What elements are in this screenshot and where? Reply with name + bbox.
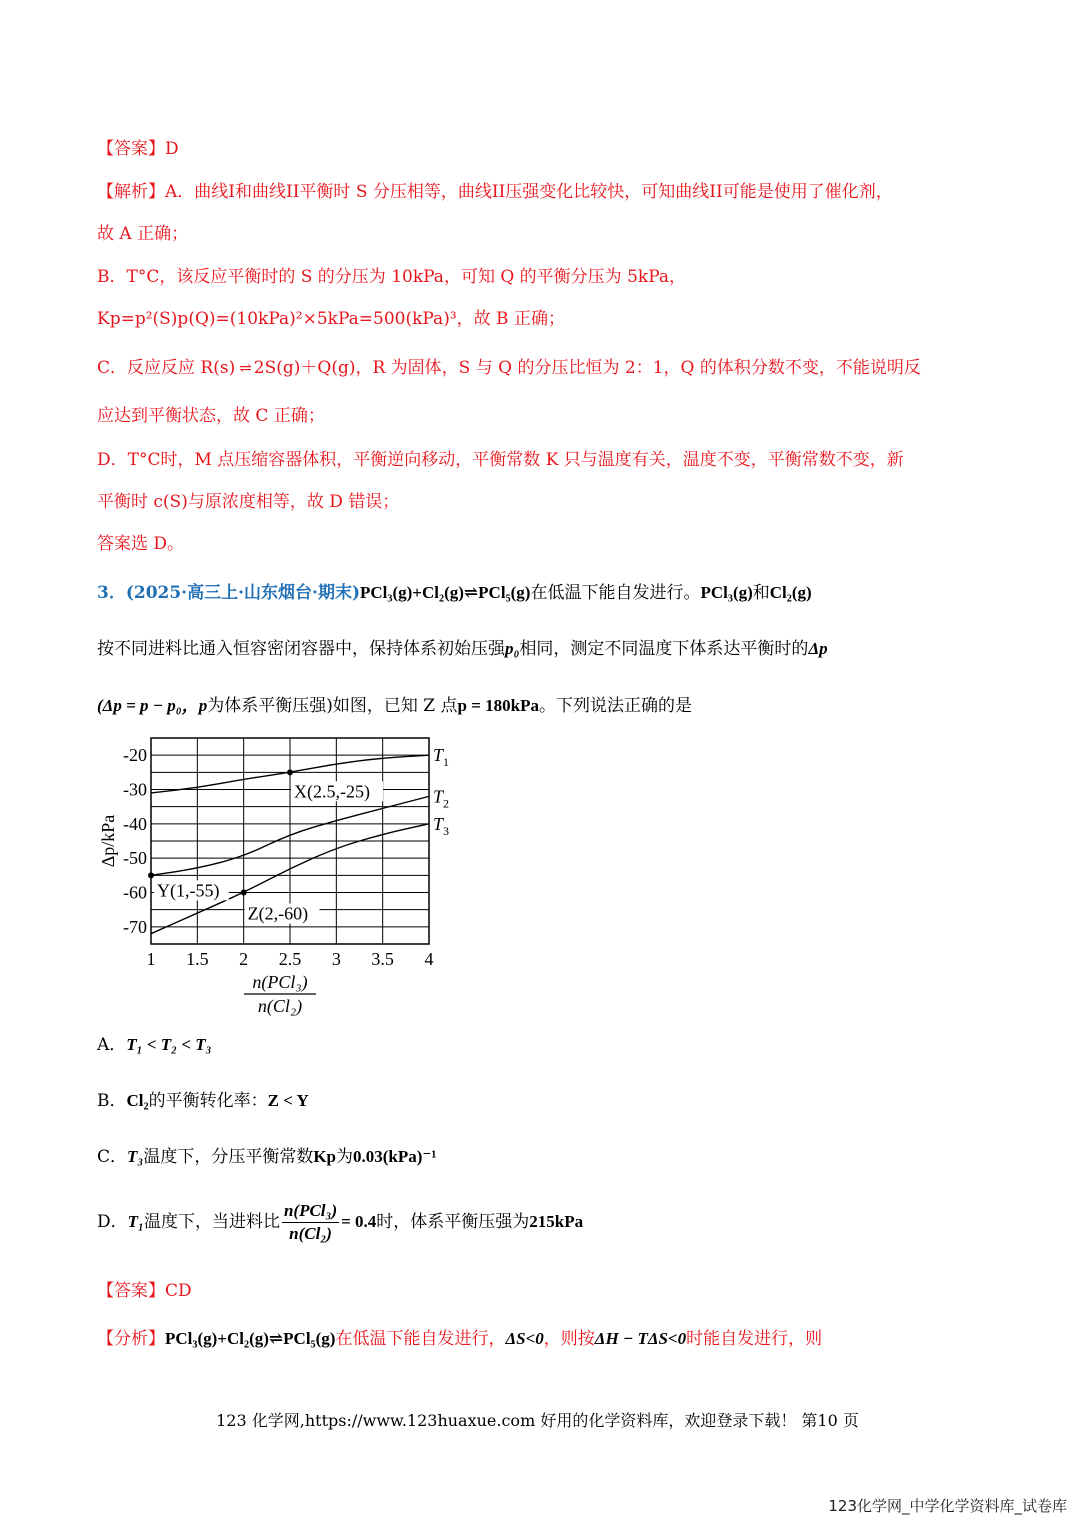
analysis3-ds: ΔS<0	[505, 1329, 544, 1348]
option-c-text2: 为	[336, 1147, 354, 1167]
watermark: 123化学网_中学化学资料库_试卷库	[828, 1497, 1067, 1515]
y-tick-label: -50	[123, 848, 147, 869]
analysis-line-b1: B．T°C，该反应平衡时的 S 的分压为 10kPa，可知 Q 的平衡分压为 5kPa，	[97, 267, 687, 287]
y-tick-label: -60	[123, 882, 147, 903]
equilibrium-arrow-icon: ⇌	[239, 359, 250, 377]
analysis3-reaction: PCl₃(g)+Cl₂(g)⇌PCl₅(g)	[165, 1329, 336, 1348]
option-a-label: A．	[97, 1035, 127, 1055]
x-tick-label: 1.5	[186, 949, 209, 969]
x-tick-label: 1	[146, 949, 156, 969]
question3-text1: 在低温下能自发进行。	[530, 583, 701, 603]
y-tick-label: -40	[123, 813, 147, 834]
question3-line1	[97, 581, 812, 605]
analysis3-line	[97, 1327, 822, 1351]
series-label-t1: $T_1$	[433, 745, 450, 770]
analysis3-text3: 时能自发进行，则	[686, 1329, 823, 1349]
analysis-line-c2: 应达到平衡状态，故 C 正确；	[97, 406, 325, 426]
answer-label: 【答案】	[97, 139, 165, 159]
x-tick-label: 2.5	[278, 949, 302, 969]
data-point	[148, 872, 154, 878]
y-tick-label: -70	[123, 916, 147, 937]
analysis3-text1: 在低温下能自发进行，	[335, 1329, 506, 1349]
data-point-label: Z(2,-60)	[247, 903, 309, 924]
data-point-label: Y(1,-55)	[157, 880, 220, 901]
option-d-t: T₁	[127, 1212, 144, 1231]
series-label-t3: $T_3$	[433, 813, 450, 838]
question3-end: 。下列说法正确的是	[538, 696, 692, 716]
option-c-text1: 温度下，分压平衡常数	[143, 1147, 314, 1167]
option-b	[97, 1089, 309, 1113]
analysis-line-a1	[97, 180, 893, 204]
answer-value: D	[165, 139, 179, 159]
option-b-cl2: Cl₂	[126, 1091, 149, 1110]
option-c-t: T₃	[127, 1147, 144, 1166]
question3-p: p	[198, 696, 208, 715]
analysis3-cond: ΔH − TΔS<0	[594, 1329, 687, 1348]
question3-p0: p₀	[505, 639, 520, 658]
analysis3-text2: ，则按	[543, 1329, 595, 1349]
option-a	[97, 1033, 212, 1057]
option-c-label: C．	[97, 1147, 128, 1167]
analysis-c1b-text: 2S(g)＋Q(g)，R 为固体，S 与 Q 的分压比恒为 2：1，Q 的体积分数不变，不能说明反	[253, 358, 921, 378]
analysis-label: 【解析】	[97, 182, 165, 202]
option-d-text2: 时，体系平衡压强为	[376, 1212, 530, 1232]
data-point-label: X(2.5,-25)	[294, 781, 370, 802]
option-d	[97, 1198, 583, 1246]
option-d-numerator: n(PCl₃)	[282, 1200, 339, 1223]
question3-def: (Δp = p − p₀，	[97, 696, 199, 715]
option-d-val: 215kPa	[529, 1212, 584, 1231]
option-c-kp: Kp	[313, 1147, 337, 1166]
pressure-chart	[96, 736, 456, 1016]
analysis-line-a2: 故 A 正确；	[97, 224, 189, 244]
question3-reactant2: Cl₂(g)	[769, 583, 812, 602]
answer3-line	[97, 1279, 192, 1303]
option-d-denominator: n(Cl₂)	[289, 1224, 332, 1243]
analysis-line-d2: 平衡时 c(S)与原浓度相等，故 D 错误；	[97, 492, 400, 512]
analysis3-label: 【分析】	[97, 1329, 165, 1349]
analysis-a1-text: A．曲线I和曲线II平衡时 S 分压相等，曲线II压强变化比较快，可知曲线II可能是使用了催化剂，	[165, 182, 893, 202]
option-c	[97, 1145, 437, 1169]
series-label-t2: $T_2$	[433, 786, 450, 811]
y-tick-label: -20	[123, 745, 147, 766]
option-b-label: B．	[97, 1091, 127, 1111]
y-tick-label: -30	[123, 779, 147, 800]
option-b-text: 的平衡转化率：	[148, 1091, 268, 1111]
answer-line	[97, 137, 179, 161]
question3-dp: Δp	[808, 639, 828, 658]
page-footer: 123 化学网,https://www.123huaxue.com 好用的化学资料库，欢迎登录下载！ 第10 页	[216, 1411, 859, 1430]
x-tick-label: 4	[424, 949, 434, 969]
option-d-fraction	[282, 1200, 339, 1245]
question3-line3	[97, 694, 692, 718]
data-point	[287, 769, 293, 775]
analysis-line-c1	[97, 356, 921, 380]
question3-line2b: 相同，测定不同温度下体系达平衡时的	[519, 639, 809, 659]
question3-and: 和	[752, 583, 770, 603]
answer3-label: 【答案】	[97, 1281, 165, 1301]
x-axis-label-numerator: n(PCl₃)	[252, 972, 308, 992]
question3-line2a: 按不同进料比通入恒容密闭容器中，保持体系初始压强	[97, 639, 505, 659]
x-tick-label: 3.5	[371, 949, 394, 969]
y-axis-label: Δp/kPa	[98, 814, 118, 868]
question3-reactant1: PCl₃(g)	[700, 583, 753, 602]
x-tick-label: 2	[239, 949, 249, 969]
x-axis-label-denominator: n(Cl₂)	[257, 996, 303, 1016]
option-d-label: D．	[97, 1212, 128, 1232]
x-tick-label: 3	[331, 949, 341, 969]
data-point	[241, 890, 247, 896]
analysis-c1a-text: C．反应反应 R(s)	[97, 358, 236, 378]
analysis-line-d1: D．T°C时，M 点压缩容器体积，平衡逆向移动，平衡常数 K 只与温度有关，温度不变，平衡常数不变，新	[97, 450, 904, 470]
question3-mid: 为体系平衡压强)如图，已知 Z 点	[207, 696, 458, 716]
answer3-value: CD	[165, 1281, 192, 1301]
option-b-expr: Z < Y	[267, 1091, 309, 1110]
option-d-text1: 温度下，当进料比	[143, 1212, 280, 1232]
analysis-line-kp: Kp=p²(S)p(Q)=(10kPa)²×5kPa=500(kPa)³，故 B 正确；	[97, 309, 565, 329]
option-c-val: 0.03(kPa)⁻¹	[353, 1147, 437, 1166]
analysis-conclusion: 答案选 D。	[97, 534, 185, 554]
question3-reaction: PCl₃(g)+Cl₂(g)⇌PCl₅(g)	[360, 583, 531, 602]
question3-pval: p = 180kPa	[457, 696, 539, 715]
chart-svg	[96, 736, 456, 1016]
option-a-expr: T₁ < T₂ < T₃	[126, 1035, 212, 1054]
option-d-eq: = 0.4	[341, 1212, 377, 1231]
question3-line2	[97, 637, 828, 661]
question3-prefix: 3．(2025·高三上·山东烟台·期末)	[97, 583, 360, 603]
